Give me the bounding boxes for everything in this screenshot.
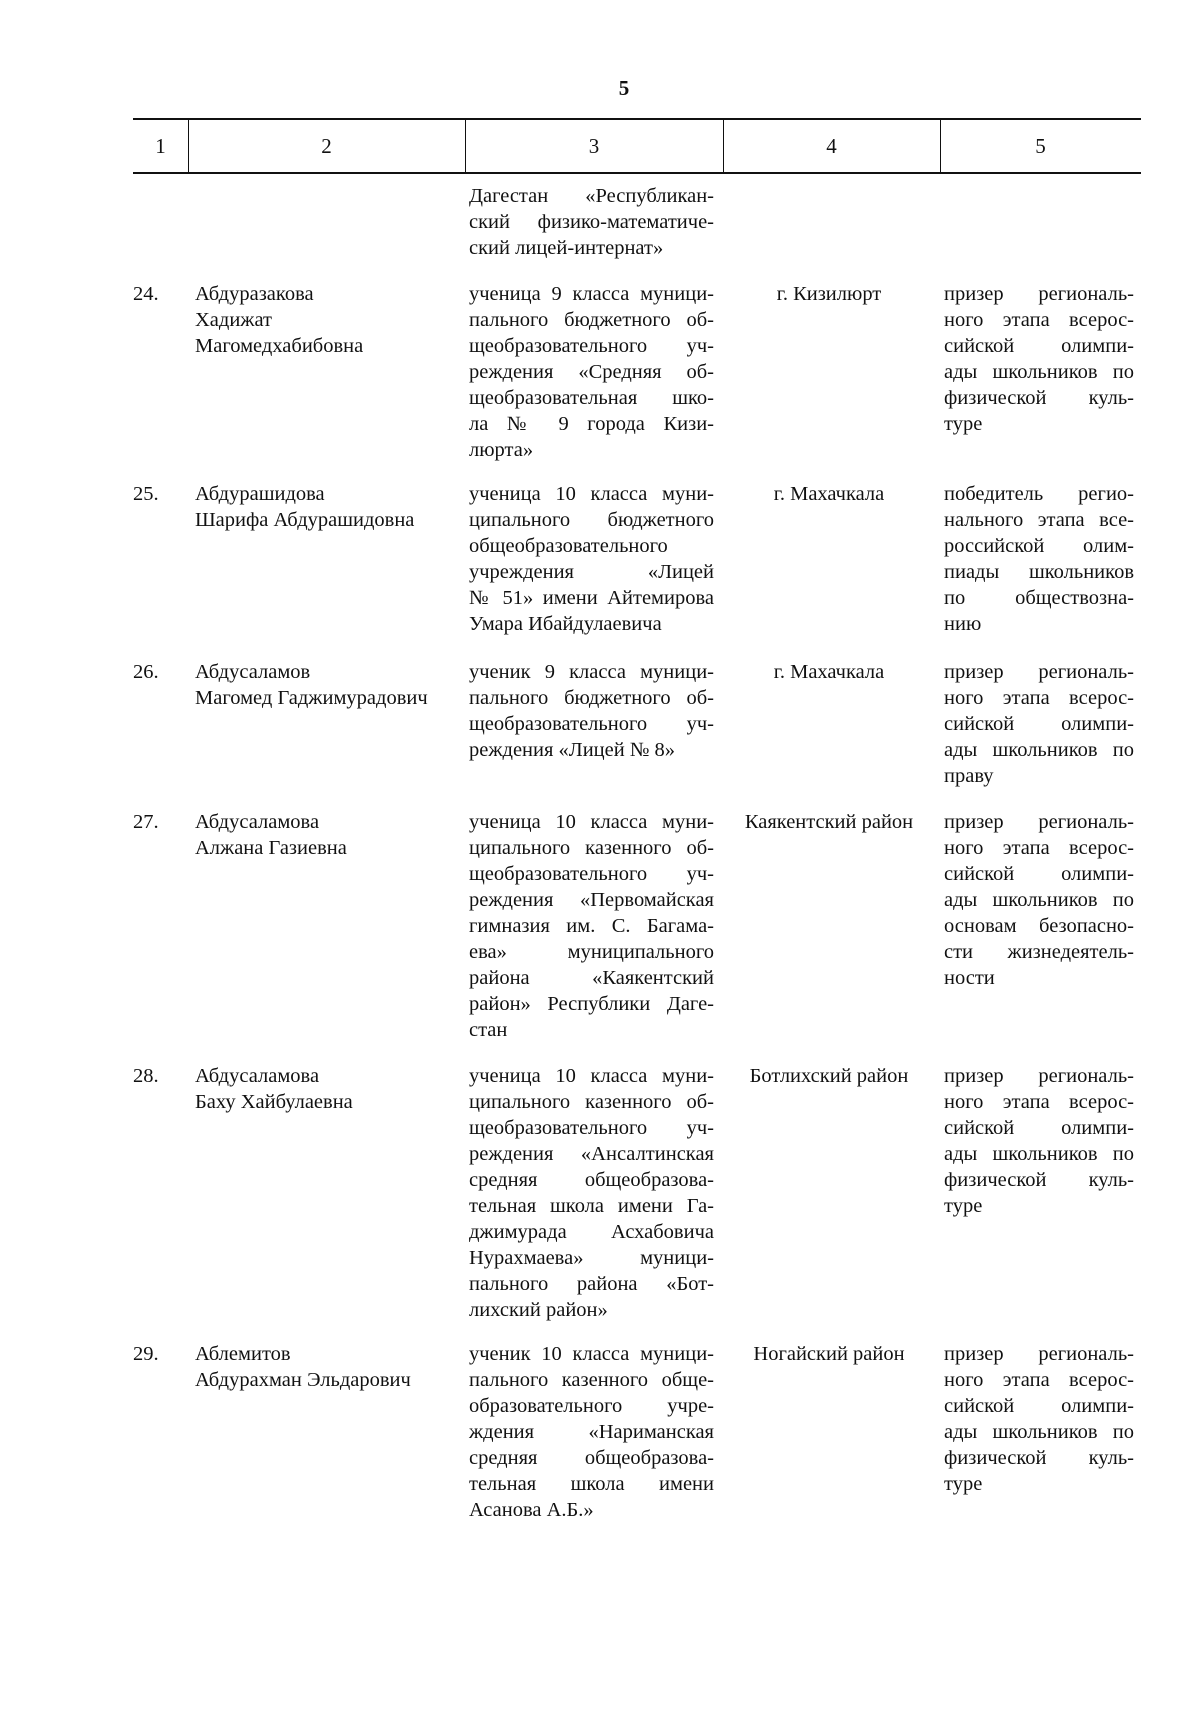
text-line: ного этапа всерос- (944, 1091, 1134, 1113)
text-line: ский физико-математиче- (469, 211, 714, 233)
text-line: физической куль- (944, 387, 1134, 409)
text-line: призер региональ- (944, 811, 1134, 833)
text-line: Абдусаламова (195, 1065, 320, 1087)
row-number: 26. (133, 661, 159, 683)
text-line: ного этапа всерос- (944, 1369, 1134, 1391)
locality: Ботлихский район (749, 1065, 909, 1087)
text-line: ципального бюджетного (469, 509, 714, 531)
row-number: 29. (133, 1343, 159, 1365)
row-number: 24. (133, 283, 159, 305)
text-line: ученица 10 класса муни- (469, 811, 714, 833)
text-line: общеобразовательного (469, 535, 668, 557)
text-line: средняя общеобразова- (469, 1447, 714, 1469)
text-line: основам безопасно- (944, 915, 1134, 937)
text-line: ного этапа всерос- (944, 837, 1134, 859)
text-line: призер региональ- (944, 1343, 1134, 1365)
text-line: ждения «Нариманская (469, 1421, 714, 1443)
text-line: физической куль- (944, 1447, 1134, 1469)
text-line: ады школьников по (944, 1143, 1134, 1165)
text-line: туре (944, 413, 983, 435)
text-line: ла № 9 города Кизи- (469, 413, 714, 435)
text-line: ученица 10 класса муни- (469, 483, 714, 505)
text-line: Магомед Гаджимурадович (195, 687, 428, 709)
achievement (944, 659, 1134, 789)
text-line: сийской олимпи- (944, 863, 1134, 885)
text-line: призер региональ- (944, 1065, 1134, 1087)
achievement (944, 481, 1134, 637)
table-header (133, 118, 1141, 174)
text-line: щеобразовательного уч- (469, 863, 714, 885)
text-line: победитель регио- (944, 483, 1134, 505)
institution (469, 481, 714, 637)
person-name (195, 1341, 470, 1393)
text-line: сийской олимпи- (944, 713, 1134, 735)
text-line: ности (944, 967, 995, 989)
text-line: сийской олимпи- (944, 335, 1134, 357)
text-line: средняя общеобразова- (469, 1169, 714, 1191)
text-line: ученица 9 класса муници- (469, 283, 714, 305)
header-col-4: 4 (826, 134, 837, 158)
text-line: ученица 10 класса муни- (469, 1065, 714, 1087)
locality: г. Махачкала (773, 483, 885, 505)
person-name (195, 809, 470, 861)
text-line: пального казенного обще- (469, 1369, 714, 1391)
text-line: сийской олимпи- (944, 1117, 1134, 1139)
header-col-5: 5 (1035, 134, 1046, 158)
text-line: люрта» (469, 439, 534, 461)
person-name (195, 659, 470, 711)
institution (469, 281, 714, 463)
text-line: пиады школьников (944, 561, 1134, 583)
achievement (944, 281, 1134, 437)
person-name (195, 1063, 470, 1115)
institution (469, 1063, 714, 1323)
page-number: 5 (618, 76, 630, 100)
locality: г. Махачкала (773, 661, 885, 683)
text-line: образовательного учре- (469, 1395, 714, 1417)
text-line: Абдусаламов (195, 661, 311, 683)
text-line: физической куль- (944, 1169, 1134, 1191)
locality: г. Кизилюрт (776, 283, 882, 305)
header-col-1: 1 (155, 134, 166, 158)
header-col-2: 2 (321, 134, 332, 158)
text-line: ады школьников по (944, 361, 1134, 383)
text-line: призер региональ- (944, 283, 1134, 305)
text-line: Абдурашидова (195, 483, 325, 505)
text-line: сти жизнедеятель- (944, 941, 1134, 963)
text-line: щеобразовательная шко- (469, 387, 714, 409)
text-line: призер региональ- (944, 661, 1134, 683)
text-line: нию (944, 613, 982, 635)
text-line: Абдуразакова (195, 283, 314, 305)
text-line: Асанова А.Б.» (469, 1499, 594, 1521)
text-line: Алжана Газиевна (195, 837, 347, 859)
text-line: Хадижат (195, 309, 272, 331)
person-name (195, 281, 470, 359)
text-line: нального этапа все- (944, 509, 1134, 531)
person-name (195, 481, 470, 533)
text-line: реждения «Лицей № 8» (469, 739, 676, 761)
text-line: щеобразовательного уч- (469, 1117, 714, 1139)
text-line: пального района «Бот- (469, 1273, 714, 1295)
text-line: сийской олимпи- (944, 1395, 1134, 1417)
text-line: Абдурахман Эльдарович (195, 1369, 411, 1391)
institution (469, 1341, 714, 1523)
text-line: ский лицей-интернат» (469, 237, 664, 259)
text-line: лихский район» (469, 1299, 608, 1321)
text-line: пального бюджетного об- (469, 687, 714, 709)
text-line: по обществозна- (944, 587, 1134, 609)
continuation-text (469, 183, 714, 261)
text-line: щеобразовательного уч- (469, 713, 714, 735)
achievement (944, 1341, 1134, 1497)
row-number: 25. (133, 483, 159, 505)
text-line: гимназия им. С. Багама- (469, 915, 714, 937)
text-line: № 51» имени Айтемирова (469, 587, 714, 609)
text-line: пального бюджетного об- (469, 309, 714, 331)
locality: Каякентский район (744, 811, 914, 833)
row-number: 27. (133, 811, 159, 833)
text-line: ного этапа всерос- (944, 309, 1134, 331)
text-line: ученик 10 класса муници- (469, 1343, 714, 1365)
text-line: ципального казенного об- (469, 837, 714, 859)
text-line: тельная школа имени Га- (469, 1195, 714, 1217)
row-number: 28. (133, 1065, 159, 1087)
text-line: туре (944, 1473, 983, 1495)
text-line: реждения «Первомайская (469, 889, 714, 911)
text-line: Дагестан «Республикан- (469, 185, 714, 207)
text-line: джимурада Асхабовича (469, 1221, 714, 1243)
locality: Ногайский район (753, 1343, 905, 1365)
text-line: российской олим- (944, 535, 1134, 557)
text-line: тельная школа имени (469, 1473, 714, 1495)
text-line: праву (944, 765, 994, 787)
text-line: Абдусаламова (195, 811, 320, 833)
header-col-3: 3 (588, 134, 600, 158)
text-line: Аблемитов (195, 1343, 291, 1365)
text-line: Магомедхабибовна (195, 335, 364, 357)
text-line: реждения «Средняя об- (469, 361, 714, 383)
text-line: район» Республики Даге- (469, 993, 714, 1015)
achievement (944, 1063, 1134, 1219)
text-line: Нурахмаева» муници- (469, 1247, 714, 1269)
text-line: стан (469, 1019, 508, 1041)
text-line: ады школьников по (944, 889, 1134, 911)
text-line: ады школьников по (944, 1421, 1134, 1443)
text-line: района «Каякентский (469, 967, 714, 989)
text-line: ципального казенного об- (469, 1091, 714, 1113)
institution (469, 659, 714, 763)
text-line: ева» муниципального (469, 941, 714, 963)
text-line: Шарифа Абдурашидовна (195, 509, 415, 531)
text-line: ученик 9 класса муници- (469, 661, 714, 683)
text-line: туре (944, 1195, 983, 1217)
text-line: реждения «Ансалтинская (469, 1143, 714, 1165)
institution (469, 809, 714, 1043)
text-line: ады школьников по (944, 739, 1134, 761)
text-line: Баху Хайбулаевна (195, 1091, 353, 1113)
text-line: Умара Ибайдулаевича (469, 613, 662, 635)
text-line: ного этапа всерос- (944, 687, 1134, 709)
text-line: учреждения «Лицей (469, 561, 714, 583)
text-line: щеобразовательного уч- (469, 335, 714, 357)
achievement (944, 809, 1134, 991)
